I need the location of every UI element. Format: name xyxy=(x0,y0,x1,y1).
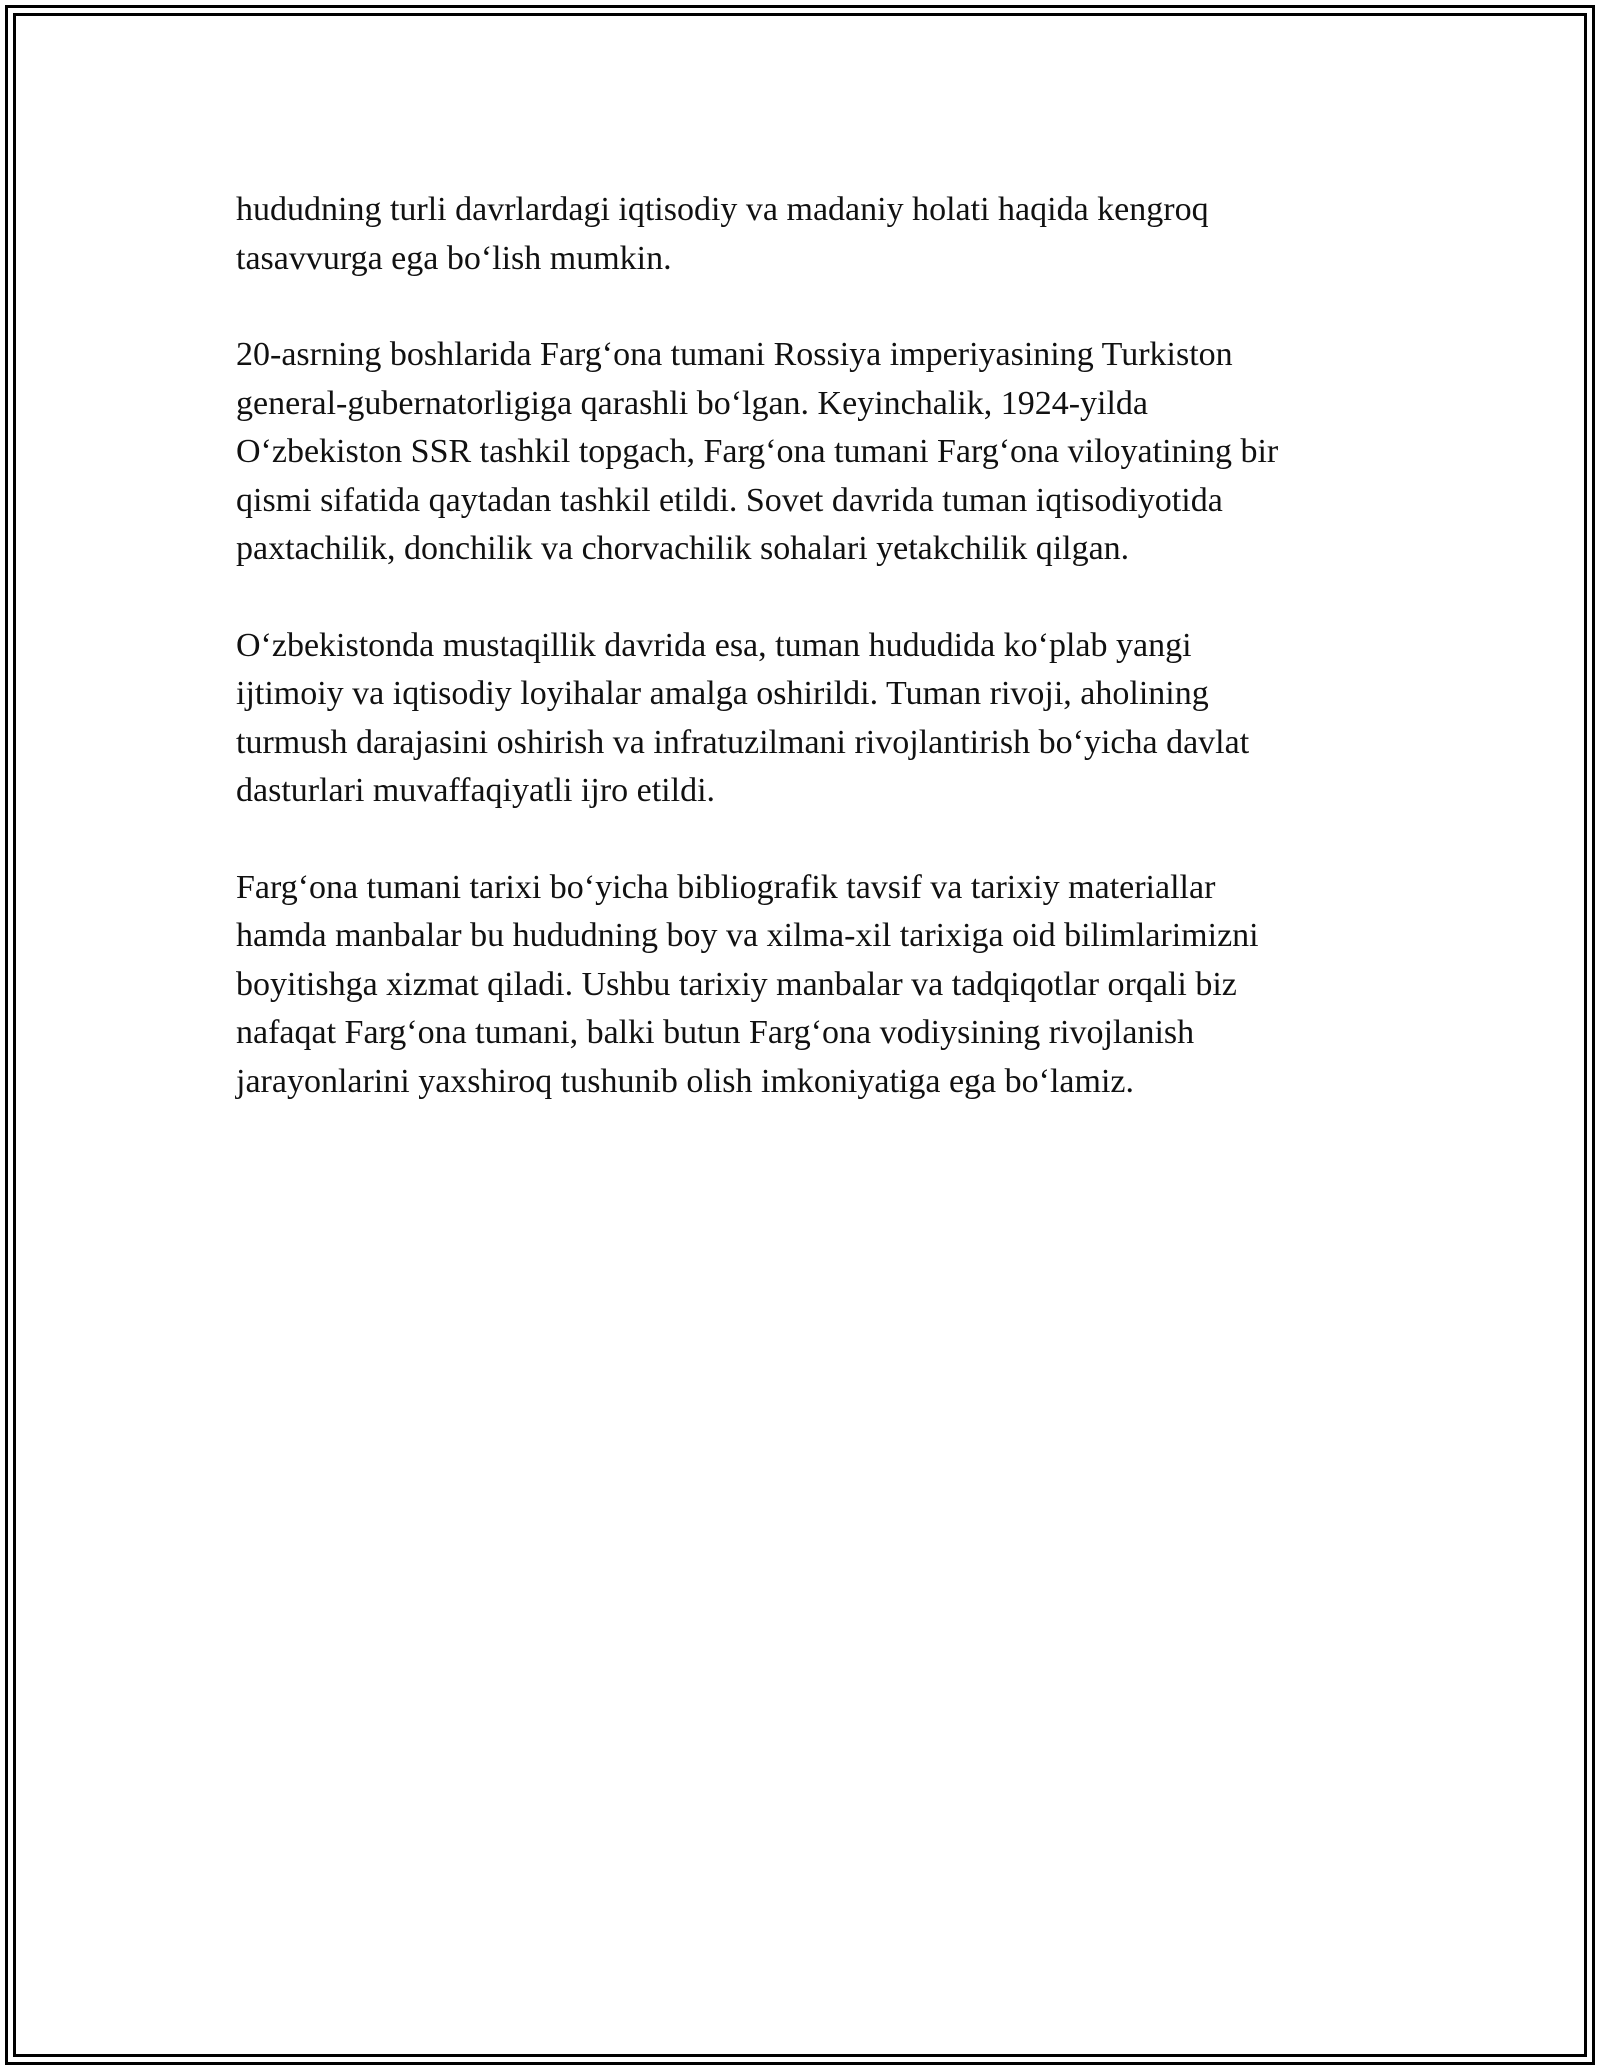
text-line: hududning turli davrlardagi iqtisodiy va madaniy holati haqida kengroq xyxy=(236,191,1209,228)
text-line: Farg‘ona tumani tarixi bo‘yicha bibliografik tavsif va tarixiy materiallar xyxy=(236,868,1216,906)
text-line: qismi sifatida qaytadan tashkil etildi. Sovet davrida tuman iqtisodiyotida xyxy=(236,481,1223,519)
text-line: hamda manbalar bu hududning boy va xilma-xil tarixiga oid bilimlarimizni xyxy=(236,917,1259,954)
text-line: 20-asrning boshlarida Farg‘ona tumani Rossiya imperiyasining Turkiston xyxy=(236,336,1233,373)
paragraph-3 xyxy=(236,622,1366,816)
text-line: general-gubernatorligiga qarashli bo‘lgan. Keyinchalik, 1924-yilda xyxy=(236,384,1149,422)
text-line: O‘zbekistonda mustaqillik davrida esa, tuman hududida ko‘plab yangi xyxy=(236,626,1192,664)
document-body xyxy=(236,186,1366,1154)
paragraph-1 xyxy=(236,186,1366,283)
text-line: O‘zbekiston SSR tashkil topgach, Farg‘ona tumani Farg‘ona viloyatining bir xyxy=(236,433,1279,470)
text-line: boyitishga xizmat qiladi. Ushbu tarixiy manbalar va tadqiqotlar orqali biz xyxy=(236,965,1237,1003)
text-line: tasavvurga ega bo‘lish mumkin. xyxy=(236,239,672,277)
text-line: paxtachilik, donchilik va chorvachilik sohalari yetakchilik qilgan. xyxy=(236,530,1130,567)
paragraph-2 xyxy=(236,331,1366,574)
text-line: ijtimoiy va iqtisodiy loyihalar amalga oshirildi. Tuman rivoji, aholining xyxy=(236,675,1209,712)
text-line: jarayonlarini yaxshiroq tushunib olish imkoniyatiga ega bo‘lamiz. xyxy=(236,1062,1134,1100)
text-line: nafaqat Farg‘ona tumani, balki butun Farg‘ona vodiysining rivojlanish xyxy=(236,1014,1195,1051)
paragraph-4 xyxy=(236,864,1366,1107)
text-line: dasturlari muvaffaqiyatli ijro etildi. xyxy=(236,772,716,809)
text-line: turmush darajasini oshirish va infratuzilmani rivojlantirish bo‘yicha davlat xyxy=(236,723,1250,761)
